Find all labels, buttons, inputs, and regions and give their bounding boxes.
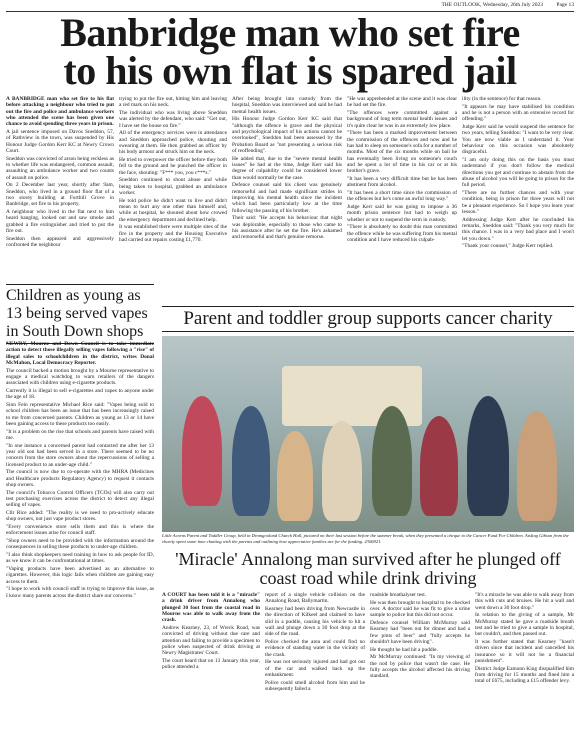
paragraph: "Vaping products have been advertised as an alternative to cigarettes. However, this logic fails when children are gaining easy access to them. [6, 565, 154, 585]
paragraph: "I hope to work with council staff in trying to improve this issue, as I know many parents across the district share our concerns." [6, 586, 154, 599]
paragraph: ility (in the sentence) for that reason. [462, 96, 542, 102]
paragraph: roadside breathalyser test. [370, 592, 427, 598]
paragraph: "It has been a short time since the commission of the offences but he's come an awful long way." [347, 190, 457, 203]
paragraph: A BANBRIDGE man who set fire to his flat before attacking a neighbour who tried to put out the fire and police and ambulance workers who attended the scene has been given one chance to avoid spending three years in prison. [6, 96, 114, 128]
person-figure [517, 411, 557, 521]
paragraph: report of a single vehicle collision on the Annalong Road, Ballymartin. [265, 592, 365, 605]
story4-column-2 [265, 592, 365, 734]
paragraph: Defence counsel said his client was genuinely remorseful and had made significant strides in improving his mental health since the incident which had been particularly low at the time following the passing of his brother. [232, 182, 342, 214]
paragraph: Judge Kerr said he would suspend the sentence for two years, telling Sneddon: "I want to be very clear. You are now viable as I understand it. Your behaviour on this occasion was absolutely disgraceful. [462, 123, 574, 156]
story3-headline: Parent and toddler group supports cancer charity [162, 306, 574, 332]
paragraph: Mr McMurray continued: "In my viewing of the nod by police that wasn't the case. He fully accepts the alcohol affected his driving standard. [370, 654, 470, 680]
paragraph: "It's a miracle he was able to walk away from this with cuts and bruises. He hit a wall and went down a 30 foot drop." [475, 592, 574, 611]
paragraph: It was established there were multiple sites of the fire in the property and the Housing Executive had carried out repairs costing £1,770. [119, 224, 227, 243]
paragraph: On 2 December last year, shortly after 9am, Sneddon, who lived in a ground floor flat of a two storey building at Fortbill Grove in Banbridge, set fire to his property. [6, 182, 114, 208]
paragraph: "There is absolutely no doubt this man committed the offence while he was suffering from his mental condition and I have reduced his culpab- [347, 224, 457, 243]
paragraph: "He was apprehended at the scene and it was clear he had set the fire. [347, 96, 457, 109]
paragraph: His Honour Judge Gordon Kerr KC said that "although the offence is grave and the physical and psychological impact of his actions cannot be overlooked", Sneddon had been assessed by the Probation Board as "not presenting a serious risk of reoffending". [232, 116, 342, 155]
person-figure [182, 396, 222, 506]
paragraph: The council backed a motion brought by a Mourne representative to engage a medical watchdog to warn retailers of the dangers associated with children using e-cigarette products. [6, 367, 154, 387]
paragraph: Sinn Fein representative Michael Rice said: "Vapes being sold to school children has been an issue that has been increasingly raised to me from concerned parents. Children as young as 13 or 14 have been gaining access to these products too easily. [6, 401, 154, 428]
person-figure [277, 431, 313, 521]
story1-headline: Banbridge man who set fire to his own flat is spared jail [60, 10, 520, 93]
story1-column-2 [119, 96, 227, 296]
story1-column-4 [347, 96, 457, 296]
paragraph: He thought he had hit a puddle. [370, 646, 438, 653]
paragraph: "There are no further chances and with your condition, being in prison for three years will not be a pleasant experience. So I hope you learn your lesson." [462, 190, 574, 216]
person-figure [372, 406, 412, 516]
paragraph: After being brought into custody from the hospital, Sneddon was interviewed and said he had mental health issues. [232, 96, 342, 115]
paragraph: "The offences were committed against a background of long term mental health issues and it's quite clear he was in an extremely low place. [347, 109, 457, 129]
paragraph: The council is now due to co-operate with the MHRA (Medicines and Healthcare products Regulatory Agency) to request it contacts shop owners. [6, 469, 154, 488]
paragraph: Police checked the area and could find no evidence of standing water in the vicinity of the crash. [265, 639, 365, 658]
story1-column-3 [232, 96, 342, 296]
publication-line: THE OUTLOOK, Wednesday, 26th July 2023 [441, 2, 544, 8]
paragraph: The court heard that on 13 January this year, police attended a [162, 658, 260, 671]
paragraph: "It is a problem on the rise that schools and parents have raised with me. [6, 428, 154, 441]
paragraph: He tried to overpower the officer before they both fell to the ground and he punched the officer in the face, shouting: "F*** you, you c***s." [119, 156, 227, 176]
story4-column-1 [162, 592, 260, 734]
paragraph: He was not seriously injured and had got out of the car and walked back up the embankment. [265, 659, 365, 679]
person-figure [232, 406, 270, 516]
paragraph: Sneddon was convicted of arson being reckless as to whether life was endangered, common assault, assaulting an ambulance worker and two counts of assault on police. [6, 155, 114, 181]
paragraph: Kearney had been driving from Newcastle in the direction of Kilkeel and claimed to have slid in a puddle, causing his vehicle to hit a wall and plunge down a 30 foot drop at the side of the road. [265, 605, 365, 638]
paragraph: Andrew Kearney, 23, of Wreck Road, was convicted of driving without due care and attention and failing to provide a specimen to police when suspected of drink driving at Newry Magistrates' Court. [162, 625, 260, 657]
paragraph: Defence counsel William McMurray said Kearney had "been out for dinner and had a few pints of beer" and "fully accepts he shouldn't have been driving". [370, 619, 470, 645]
story4-column-4 [475, 592, 574, 734]
paragraph: "Thank your counsel," Judge Kerr replied. [462, 243, 554, 250]
paragraph: "It has been a very difficult time but he has been abstinent from alcohol. [347, 176, 457, 189]
paragraph: A jail sentence imposed on Davos Sneddon, 57, of Rathview in the town, was suspended by His Honour Judge Gordon Kerr KC at Newry Crown Court. [6, 129, 114, 155]
paragraph: Police could smell alcohol from him and he subsequently failed a [265, 679, 365, 692]
paragraph: It was further stated that Kearney "hasn't driven since that incident and cancelled his insurance so it will not be a financial punishment". [475, 639, 574, 665]
paragraph: Their said: "He accepts his behaviour that night was deplorable, especially to those who came to his assistance after he set the fire. He's ashamed and remorseful and that's genuine remorse. [232, 215, 342, 241]
story4-headline: 'Miracle' Annalong man survived after he plunged off coast road while drink driving [175, 549, 561, 588]
paragraph: trying to put the fire out, hitting him and leaving a red mark on his neck. [119, 96, 227, 109]
paragraph: "In one instance a concerned parent had contacted me after her 13 year old son had been served in a store. There seemed to be no concern from the store owners about the repercussions of selling a licensed product to an under-age child." [6, 442, 154, 468]
paragraph: NEWRY, Mourne and Down Council is to take immediate action to detect those illegally selling vapes following a "rise" of illegal sales to schoolchildren in the district, writes Donal McMahon, Local Democracy Reporter. [6, 341, 154, 367]
paragraph: The individual who was living above Sneddon was alerted by the defendant, who said: "Get out, I have set the house on fire." [119, 109, 227, 129]
person-figure [420, 416, 458, 516]
paragraph: He told police he didn't want to live and didn't mean to hurt any one other than himself and, while at hospital, he shouted about how crowed the emergency department and declined help. [119, 197, 227, 223]
paragraph: "Shop owners need to be provided with the information around the consequences in selling these products to under-age children. [6, 537, 154, 551]
story1-column-1 [6, 96, 114, 296]
person-figure [322, 421, 362, 521]
paragraph: He added that, due to the "severe mental health issues" he had at the time, Judge Kerr said his degree of culpability could be considered lower than would normally be the case. [232, 155, 342, 181]
paragraph: "It appears he may have stabilised his condition and he is not a person with an extensive record for offending." [462, 103, 574, 123]
paragraph: All of the emergency services were in attendance and Sneddon approached police, shouting and swearing at them. He then grabbed an officer by his body armour and struck him on the neck. [119, 130, 227, 156]
paragraph: "Every convenience store sells them and this is where the enforcement issues arise for council staff. [6, 523, 154, 537]
paragraph: "I am only doing this on the basis you must understand if you don't follow the medical directions you get and continue to abstain from the abuse of alcohol you will be going to prison for the full period. [462, 156, 574, 189]
page-number: Page 13 [556, 2, 574, 8]
paragraph: Sneddon continued to shout abuse and while being taken to hospital, grabbed an ambulance worker. [119, 177, 227, 196]
photo-caption: Little Acorns Parent and Toddler Group, held in Dromgooland Church Hall, pictured on their last session before the summer break, when they presented a cheque to the Cancer Fund For Children. Aisling Gibson from the charity spent some time chatting with the parents and outlining how appreciative families are for the funding. 2306921. [162, 533, 569, 544]
paragraph: Cllr Rice added: "The reality is we need to pro-actively educate shop owners, not just vape product stores. [6, 509, 154, 523]
story4-column-3 [370, 592, 470, 734]
paragraph: "I also think shopkeepers need training in how to ask people for ID, as we know it can be confrontational at times. [6, 551, 154, 565]
paragraph: The council's Tobacco Control Officers (TCOs) will also carry out test purchasing exercises across the district to detect any illegal selling of vapes. [6, 489, 154, 509]
paragraph: Addressing Judge Kerr after he concluded his remarks, Sneddon said: "Thank you very much for this chance. I was in a very bad place and I won't let you down." [462, 216, 574, 242]
paragraph: "There has been a marked improvement between the commission of the offences and now and he has had to sleep on someone's sofa for a number of months. Most of the six months while on bail he has eventually been living on someone's couch and he spent a lot of time in his car or at his brother's grave. [347, 130, 457, 175]
person-figure [467, 396, 509, 516]
story2-headline: Children as young as 13 being served vapes in South Down shops [6, 284, 154, 344]
paragraph: Currently it is illegal to sell e-cigarettes and vapes to anyone under the age of 18. [6, 388, 154, 401]
story2-body [6, 341, 154, 733]
paragraph: A COURT has been told it is a "miracle" a drink driver from Annalong who plunged 30 foot from the coastal road in Mourne was able to walk away from the crash. [162, 592, 260, 624]
paragraph: A neighbour who lived in the flat next to him heard banging, looked out and saw smoke and grabbed a fire extinguisher and tried to put the fire out. [6, 209, 114, 235]
story1-column-5 [462, 96, 574, 296]
paragraph: In relation to the giving of a sample, Mr McMurray stated he gave a roadside breath test and he tried to give a sample in hospital, but couldn't, and then passed out. [475, 612, 574, 638]
paragraph: Judge Kerr said he was going to impose a 36 month prison sentence but had to weigh up whether or not to suspend the term in custody. [347, 203, 457, 223]
group-photo [162, 336, 574, 532]
paragraph: District Judge Eamonn King disqualified him from driving for 15 months and fined him a total of £675, including a £15 offender levy. [475, 665, 574, 685]
paragraph: He was then brought to hospital to be checked over. A doctor said he was fit to give a urine sample to police but this did not occur. [370, 599, 470, 619]
paragraph: Sneddon then appeared and aggressively confronted the neighbour [6, 235, 114, 249]
